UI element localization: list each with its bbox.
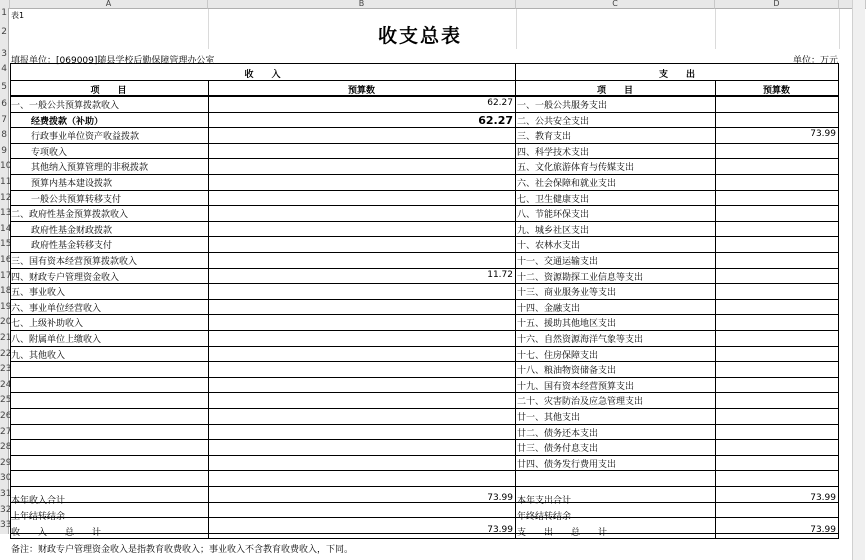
- expense-row-label: 十九、国有资本经营预算支出: [517, 381, 635, 392]
- income-row-label: 二、政府性基金预算拨款收入: [11, 210, 129, 221]
- income-row-label: 预算内基本建设拨款: [31, 179, 113, 189]
- income-row-label: 政府性基金财政拨款: [31, 225, 113, 236]
- row-header[interactable]: 12: [0, 191, 9, 207]
- income-row-label: 七、上级补助收入: [11, 319, 84, 330]
- carryover-in-label: 上年结转结余: [11, 512, 66, 522]
- expense-row-label: 一、一般公共服务支出: [517, 101, 608, 111]
- income-grand-total-value: 73.99: [487, 525, 513, 535]
- income-row-label: 一般公共预算转移支付: [31, 194, 122, 205]
- income-header: 收 入: [244, 70, 281, 80]
- income-row-label: 专项收入: [31, 147, 68, 158]
- income-row-label: 其他纳入预算管理的非税拨款: [31, 163, 149, 174]
- row-header[interactable]: 26: [0, 409, 9, 425]
- row-header[interactable]: 10: [0, 159, 9, 175]
- income-grand-total-label: 收 入 总 计: [11, 528, 102, 538]
- row-header[interactable]: 2: [0, 18, 9, 47]
- expense-row-label: 十六、自然资源海洋气象等支出: [517, 335, 644, 345]
- row-header[interactable]: 27: [0, 425, 9, 441]
- expense-row-label: 廿二、债务还本支出: [517, 428, 599, 439]
- expense-row-label: 廿一、其他支出: [517, 413, 581, 423]
- sheet-label: 表1: [11, 11, 25, 20]
- expense-budget-header: 预算数: [762, 86, 790, 96]
- row-header[interactable]: 5: [0, 77, 9, 97]
- row-header[interactable]: 8: [0, 128, 9, 144]
- expense-row-label: 十二、资源勘探工业信息等支出: [517, 272, 644, 283]
- expense-row-label: 廿三、债务付息支出: [517, 444, 599, 455]
- expense-row-label: 十、农林水支出: [517, 241, 581, 252]
- row-header[interactable]: 18: [0, 284, 9, 300]
- expense-row-value: 73.99: [810, 129, 836, 140]
- column-header-a[interactable]: A: [10, 0, 208, 9]
- row-header[interactable]: 21: [0, 331, 9, 347]
- income-year-total-value: 73.99: [487, 493, 513, 503]
- row-header[interactable]: 33: [0, 518, 9, 534]
- row-header[interactable]: 19: [0, 300, 9, 316]
- column-header-d[interactable]: D: [715, 0, 839, 9]
- row-header[interactable]: 9: [0, 144, 9, 160]
- expense-row-label: 十八、粮油物资储备支出: [517, 366, 617, 377]
- row-header[interactable]: 30: [0, 471, 9, 487]
- row-header[interactable]: 14: [0, 222, 9, 238]
- income-row-label: 经费拨款（补助）: [31, 116, 104, 127]
- expense-row-label: 五、文化旅游体育与传媒支出: [517, 163, 635, 174]
- expense-year-total-label: 本年支出合计: [517, 496, 572, 506]
- expense-row-label: 四、科学技术支出: [517, 147, 590, 158]
- expense-row-label: 十一、交通运输支出: [517, 257, 599, 267]
- income-row-label: 八、附属单位上缴收入: [11, 335, 102, 345]
- expense-row-label: 七、卫生健康支出: [517, 194, 590, 205]
- row-header[interactable]: 3: [0, 47, 9, 62]
- expense-row-label: 十七、住房保障支出: [517, 350, 599, 361]
- expense-grand-total-value: 73.99: [810, 525, 836, 535]
- income-row-value: 62.27: [487, 98, 513, 108]
- row-header[interactable]: 4: [0, 62, 9, 77]
- expense-row-label: 廿四、债务发行费用支出: [517, 459, 617, 470]
- row-header[interactable]: 6: [0, 97, 9, 113]
- income-row-label: 五、事业收入: [11, 288, 66, 299]
- org-label: 填报单位：[069009]随县学校后勤保障管理办公室: [11, 56, 215, 66]
- row-header[interactable]: 13: [0, 206, 9, 222]
- row-header[interactable]: 15: [0, 237, 9, 253]
- expense-row-label: 十三、商业服务业等支出: [517, 288, 617, 299]
- expense-item-header: 项 目: [596, 86, 633, 96]
- expense-row-label: 十四、金融支出: [517, 303, 581, 314]
- income-row-value: 62.27: [478, 113, 513, 127]
- unit-label: 单位：万元: [792, 56, 838, 66]
- carryover-out-label: 年终结转结余: [517, 512, 572, 522]
- income-row-label: 一、一般公共预算拨款收入: [11, 101, 120, 111]
- page-title: 收支总表: [377, 25, 462, 47]
- row-header[interactable]: 25: [0, 393, 9, 409]
- expense-row-label: 十五、援助其他地区支出: [517, 319, 617, 330]
- row-header[interactable]: 7: [0, 113, 9, 129]
- column-header-b[interactable]: B: [208, 0, 516, 9]
- footnote: 备注：财政专户管理资金收入是指教育收费收入；事业收入不含教育收费收入，下同。: [11, 545, 354, 555]
- income-row-label: 九、其他收入: [11, 350, 66, 361]
- expense-grand-total-label: 支 出 总 计: [517, 528, 608, 538]
- income-row-label: 四、财政专户管理资金收入: [11, 272, 120, 283]
- expense-row-label: 三、教育支出: [517, 132, 572, 143]
- row-header[interactable]: 29: [0, 456, 9, 472]
- row-header[interactable]: 16: [0, 253, 9, 269]
- row-header[interactable]: 31: [0, 487, 9, 503]
- income-row-value: 11.72: [487, 269, 513, 280]
- column-header-c[interactable]: C: [516, 0, 715, 9]
- income-year-total-label: 本年收入合计: [11, 496, 66, 506]
- income-row-label: 三、国有资本经营预算拨款收入: [11, 257, 138, 267]
- income-row-label: 行政事业单位资产收益拨款: [31, 132, 140, 143]
- row-header[interactable]: 24: [0, 378, 9, 394]
- row-header[interactable]: 1: [1, 8, 7, 18]
- vertical-scrollbar[interactable]: [852, 0, 865, 560]
- row-header[interactable]: 22: [0, 347, 9, 363]
- row-header[interactable]: 23: [0, 362, 9, 378]
- expense-year-total-value: 73.99: [810, 493, 836, 503]
- row-header[interactable]: 20: [0, 315, 9, 331]
- row-header[interactable]: 32: [0, 503, 9, 519]
- income-budget-header: 预算数: [347, 86, 375, 96]
- row-header[interactable]: 28: [0, 440, 9, 456]
- row-header[interactable]: 17: [0, 269, 9, 285]
- expense-header: 支 出: [658, 70, 695, 80]
- income-item-header: 项 目: [90, 86, 127, 96]
- expense-row-label: 六、社会保障和就业支出: [517, 179, 617, 189]
- expense-row-label: 九、城乡社区支出: [517, 225, 590, 236]
- income-row-label: 六、事业单位经营收入: [11, 303, 102, 314]
- row-header[interactable]: 11: [0, 175, 9, 191]
- expense-row-label: 二十、灾害防治及应急管理支出: [517, 397, 644, 408]
- expense-row-label: 八、节能环保支出: [517, 210, 590, 221]
- income-row-label: 政府性基金转移支付: [31, 241, 113, 252]
- expense-row-label: 二、公共安全支出: [517, 116, 590, 127]
